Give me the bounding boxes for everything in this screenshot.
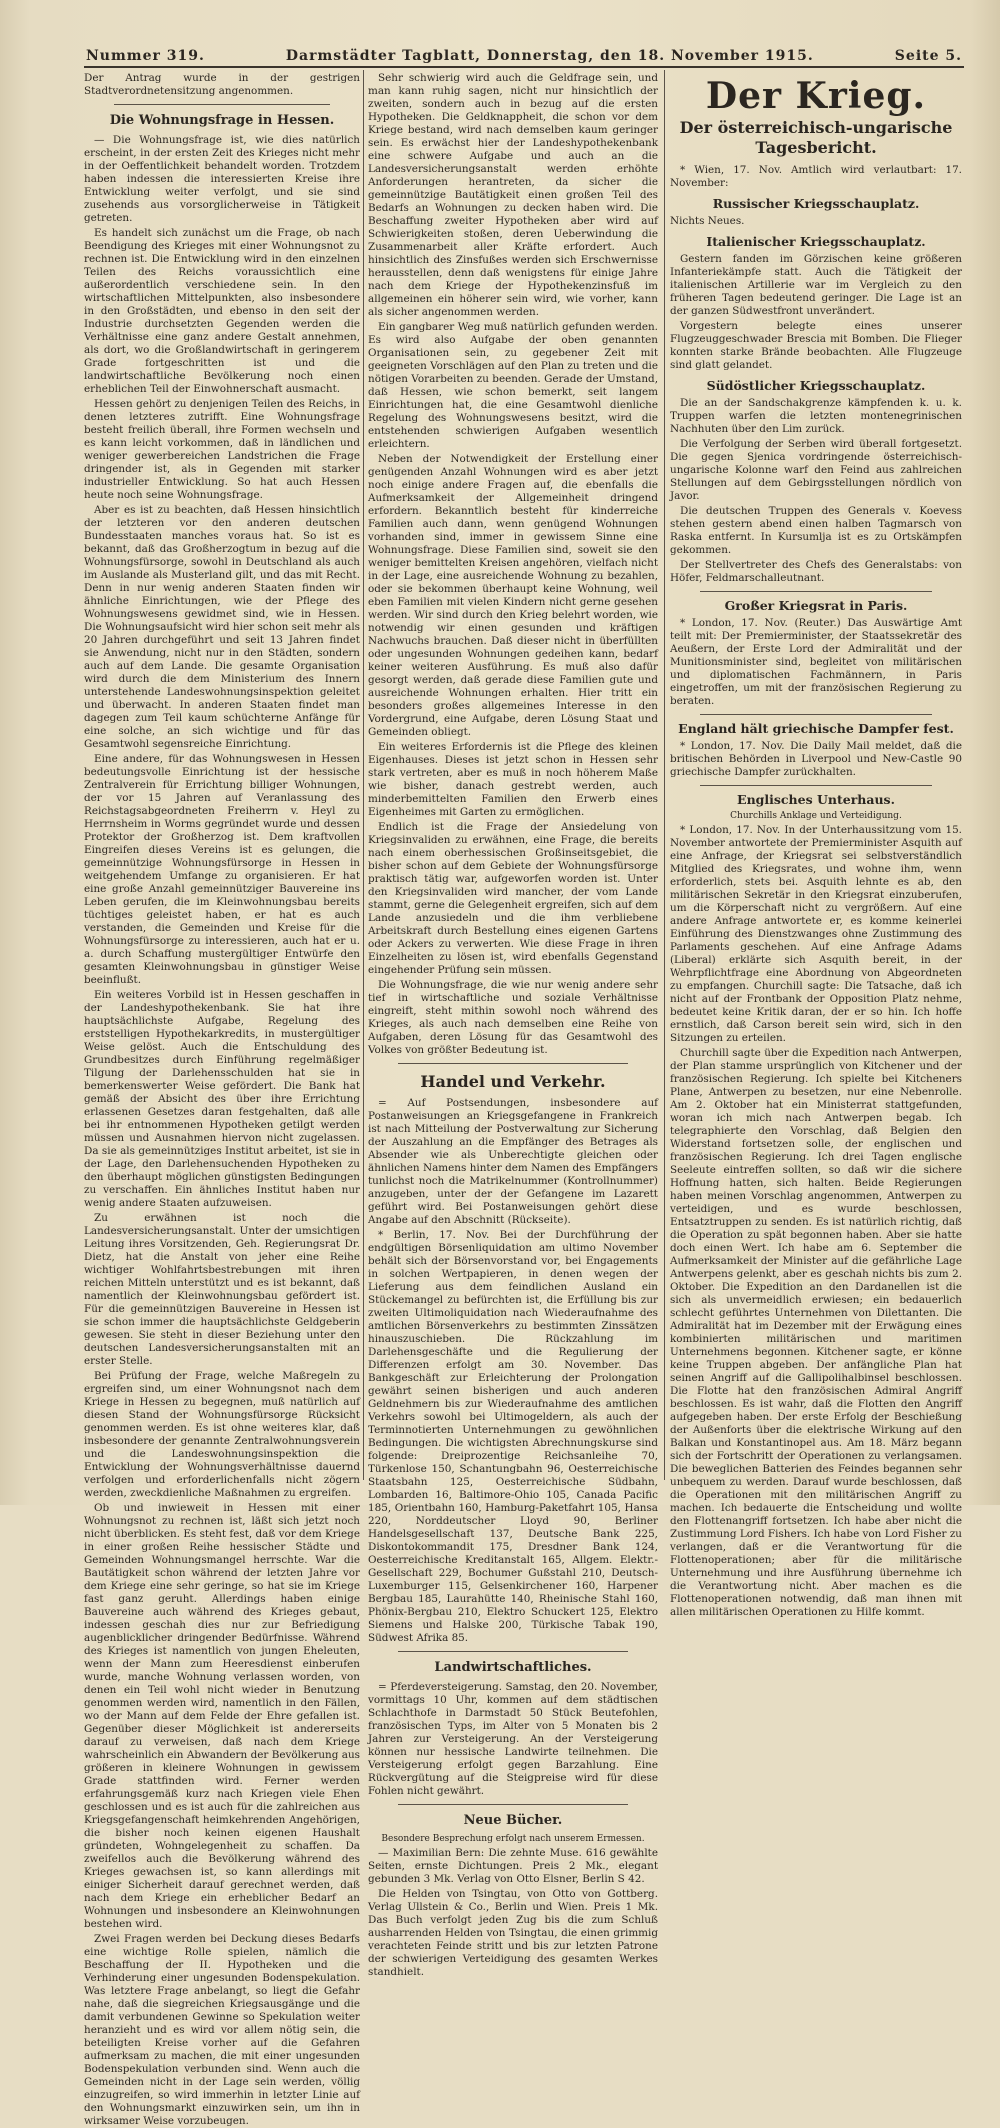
paragraph: Sehr schwierig wird auch die Geldfrage sein, und man kann ruhig sagen, nicht nur hinsichtlich der zweiten, sondern auch in bezug auf die ersten Hypotheken. Die Geldknappheit, die schon vor dem Kriege bestand, wird nach demselben kaum geringer sein. Es erwächst hier der Landeshypothekenbank eine schwere Aufgabe und auch an die Landesversicherungsanstalt werden erhöhte Anforderungen herantreten, da sicher die gemeinnützige Bautätigkeit einen großen Teil des Bedarfs an Wohnungen zu decken haben wird. Die Beschaffung zweiter Hypotheken aber wird auf Schwierigkeiten stoßen, deren Ueberwindung die Zusammenarbeit aller Kräfte erfordert. Auch hinsichtlich des Zinsfußes werden sich Erschwernisse herausstellen, denn daß wenigstens für einige Jahre nach dem Kriege der Hypothekenzinsfuß im allgemeinen ein höherer sein wird, wie vorher, kann als sicher angenommen werden. [368,72,658,318]
divider [700,785,932,786]
heading-unterhaus: Englisches Unterhaus. [737,792,895,807]
war-title: Der Krieg. [705,75,927,117]
paragraph: = Auf Postsendungen, insbesondere auf Postanweisungen an Kriegsgefangene in Frankreich ist nach Mitteilung der Postverwaltung zur Sicherung der Auszahlung an die Empfänger des Betrages als Absender wie als Unberechtigte gleichen oder ähnlichen Namens hinter dem Namen des Empfängers tunlichst noch die Matrikelnummer (Kontrollnummer) anzugeben, unter der der Gefangene im Lazarett geführt wird. Bei Postanweisungen gehört diese Angabe auf den Abschnitt (Rückseite). [368,1097,658,1226]
paragraph: Die Verfolgung der Serben wird überall fortgesetzt. Die gegen Sjenica vordringende österreichisch-ungarische Kolonne warf den Feind aus zahlreichen Stellungen auf dem Gebirgsstellungen nördlich von Javor. [670,438,962,502]
war-subtitle: Der österreichisch-ungarische Tagesbericht. [679,118,953,157]
paragraph: Endlich ist die Frage der Ansiedelung von Kriegsinvaliden zu erwähnen, eine Frage, die bereits nach einem oberhessischen Großinseitsgebiet, die bisher schon auf dem Gebiete der Wohnungsfürsorge praktisch tätig war, aufgeworfen worden ist. Unter den Kriegsinvaliden wird mancher, der vom Lande stammt, gerne die Gelegenheit ergreifen, sich auf dem Lande anzusiedeln und die ihm verbliebene Arbeitskraft durch Bestellung eines eigenen Gartens oder Ackers zu verwerten. Wie diese Frage in ihren Einzelheiten zu lösen ist, wird ebenfalls Gegenstand eingehender Prüfung sein müssen. [368,821,658,976]
paragraph: Die deutschen Truppen des Generals v. Koevess stehen gestern abend einen halben Tagmarsch von Raska entfernt. In Kursumlja ist es zu Ortskämpfen gekommen. [670,505,962,556]
paragraph: Nichts Neues. [670,215,745,227]
heading-england: England hält griechische Dampfer fest. [678,721,954,736]
section-heading-buecher: Neue Bücher. [463,1813,563,1828]
heading-russian-front: Russischer Kriegsschauplatz. [712,196,920,211]
divider [700,591,932,592]
paragraph: Vorgestern belegte eines unserer Flugzeuggeschwader Brescia mit Bomben. Die Flieger konnten starke Brände beobachten. Alle Flugzeuge sind glatt gelandet. [670,320,962,371]
paragraph: Aber es ist zu beachten, daß Hessen hinsichtlich der letzteren vor den anderen deutschen Bundesstaaten manches voraus hat. So ist es bekannt, daß das Großherzogtum in bezug auf die Wohnungsfürsorge, sowohl in Deutschland als auch im Auslande als Musterland gilt, und das mit Recht. Denn in nur wenig anderen Staaten finden wir ähnliche Einrichtungen, wie der Pflege des Wohnungswesens gewidmet sind, wie in Hessen. Die Wohnungsaufsicht wird hier schon seit mehr als 20 Jahren durchgeführt und seit 13 Jahren findet sie Anwendung, nicht nur in den Städten, sondern auch auf dem Lande. Die gesamte Organisation wird durch die dem Ministerium des Innern unterstehende Landeswohnungsinspektion geleitet und überwacht. In anderen Staaten findet man dagegen zum Teil kaum schüchterne Anfänge für eine solche, an sich wichtige und für das Gesamtwohl segensreiche Einrichtung. [84,504,360,750]
divider [398,1804,628,1805]
paragraph: = Pferdeversteigerung. Samstag, den 20. November, vormittags 10 Uhr, kommen auf dem städtischen Schlachthofe in Darmstadt 50 Stück Beutefohlen, französischen Typs, im Alter von 5 Monaten bis 2 Jahren zur Versteigerung. An der Versteigerung können nur hessische Landwirte teilnehmen. Die Versteigerung erfolgt gegen Barzahlung. Eine Rückvergütung auf die Steigpreise wird für diese Fohlen nicht gewährt. [368,1681,658,1797]
masthead [86,42,962,64]
section-heading-handel: Handel und Verkehr. [420,1072,606,1091]
paragraph: * London, 17. Nov. In der Unterhaussitzung vom 15. November antwortete der Premierminister Asquith auf eine Anfrage, der Kriegsrat sei selbstverständlich Mitglied des Kriegsrates, und wohne ihm, wenn erforderlich, stets bei. Asquith lehnte es ab, den militärischen Sekretär in den Kriegsrat einzuberufen, um die Körperschaft nicht zu vergrößern. Auf eine andere Anfrage antwortete er, es komme keinerlei Einführung des Dienstzwanges ohne Zustimmung des Parlaments geschehen. Auf eine Anfrage Adams (Liberal) erklärte sich Asquith bereit, in der Wehrpflichtfrage eine Abordnung von Abgeordneten zu empfangen. Churchill sagte: Die Tatsache, daß ich nicht auf der Frontbank der Opposition Platz nehme, bedeutet keine Kritik daran, der er so hin. Ich hoffe ernstlich, daß Carson bereit sein wird, sich in den Sitzungen zu erteilen. [670,824,962,1044]
paragraph: Die Helden von Tsingtau, von Otto von Gottberg. Verlag Ullstein & Co., Berlin und Wien. Preis 1 Mk. Das Buch verfolgt jeden Zug bis die zum Schluß ausharrenden Helden von Tsingtau, die einen grimmig verachteten Feinde stritt und bis zur letzten Patrone der schwierigen Verteidigung des gesamten Werkes standhielt. [368,1888,658,1978]
paragraph: Zu erwähnen ist noch die Landesversicherungsanstalt. Unter der umsichtigen Leitung ihres Vorsitzenden, Geh. Regierungsrat Dr. Dietz, hat die Anstalt von jeher eine Reihe wichtiger Wohlfahrtsbestrebungen mit ihren reichen Mitteln unterstützt und es ist bekannt, daß namentlich der Kleinwohnungsbau gefördert ist. Für die gemeinnützigen Bauvereine in Hessen ist sie schon immer die hauptsächlichste Geldgeberin gewesen. Sie steht in dieser Beziehung unter den deutschen Landesversicherungsanstalten mit an erster Stelle. [84,1212,360,1367]
paragraph: Zwei Fragen werden bei Deckung dieses Bedarfs eine wichtige Rolle spielen, nämlich die Beschaffung der II. Hypotheken und die Verhinderung einer ungesunden Bodenspekulation. Was letztere Frage anbelangt, so liegt die Gefahr nahe, daß die siegreichen Kriegsausgänge und die damit verbundenen Gewinne so Spekulation weiter heranzieht und es wird vor allem nötig sein, die beteiligten Kreise vorher auf die Gefahren aufmerksam zu machen, die mit einer ungesunden Bodenspekulation verbunden sind. Wenn auch die Gemeinden nicht in der Lage sein werden, völlig einzugreifen, so wird immerhin in letzter Linie auf den Wohnungsmarkt einzuwirken sein, um ihn in wirksamer Weise vorzubeugen. [84,1933,360,2127]
signature: Der Stellvertreter des Chefs des Generalstabs: von Höfer, Feldmarschalleutnant. [670,559,962,584]
heading-paris: Großer Kriegsrat in Paris. [724,598,908,613]
column-3 [670,72,962,1618]
paragraph: — Maximilian Bern: Die zehnte Muse. 616 gewählte Seiten, ernste Dichtungen. Preis 2 Mk., elegant gebunden 3 Mk. Verlag von Otto Elsner, Berlin S 42. [368,1847,658,1885]
paragraph: Neben der Notwendigkeit der Erstellung einer genügenden Anzahl Wohnungen wird es aber jetzt noch einige andere Fragen auf, die ebenfalls die Aufmerksamkeit der Allgemeinheit dringend erfordern. Bekanntlich besteht für kinderreiche Familien auch dann, wenn genügend Wohnungen vorhanden sind, immer in gewissem Sinne eine Wohnungsfrage. Diese Familien sind, soweit sie den weniger bemittelten Kreisen angehören, vielfach nicht in der Lage, eine ausreichende Wohnung zu bezahlen, oder sie bekommen überhaupt keine Wohnung, weil eben Familien mit vielen Kindern nicht gerne gesehen werden. Wir sind durch den Krieg belehrt worden, wie notwendig wir einen gesunden und kräftigen Nachwuchs brauchen. Daß dieser nicht in überfüllten oder ungesunden Wohnungen gedeihen kann, bedarf keiner weiteren Ausführung. Es muß also dafür gesorgt werden, daß gerade diese Familien gute und ausreichende Wohnungen erhalten. Hier tritt ein besonders großes allgemeines Interesse in den Vordergrund, eine Aufgabe, deren Lösung Staat und Gemeinden obliegt. [368,453,658,738]
column-2 [368,72,658,1978]
column-divider [363,70,364,1480]
divider [398,1063,628,1064]
paragraph: Die an der Sandschakgrenze kämpfenden k. u. k. Truppen warfen die letzten montenegrinischen Nachhuten über den Lim zurück. [670,397,962,435]
paragraph: Bei Prüfung der Frage, welche Maßregeln zu ergreifen sind, um einer Wohnungsnot nach dem Kriege in Hessen zu begegnen, muß natürlich auf diesen Stand der Wohnungsfürsorge Rücksicht genommen werden. Es ist ohne weiteres klar, daß insbesondere der genannte Zentralwohnungsverein und die Landeswohnungsinspektion die Entwicklung der Wohnungsverhältnisse dauernd verfolgen und erforderlichenfalls nicht zögern werden, zweckdienliche Maßnahmen zu ergreifen. [84,1370,360,1499]
divider [114,104,330,105]
divider [700,714,932,715]
column-divider [664,70,665,1480]
paper-title-date: Darmstädter Tagblatt, Donnerstag, den 18. November 1915. [285,48,814,64]
heading-southeast-front: Südöstlicher Kriegsschauplatz. [706,378,926,393]
paragraph: * London, 17. Nov. Die Daily Mail meldet, daß die britischen Behörden in Liverpool und New-Castle 90 griechische Dampfer zurückhalten. [670,740,962,778]
unterhaus-subheading: Churchills Anklage und Verteidigung. [730,811,902,821]
divider [398,1651,628,1652]
heading-italian-front: Italienischer Kriegsschauplatz. [706,234,926,249]
paragraph: Gestern fanden im Görzischen keine größeren Infanteriekämpfe statt. Auch die Tätigkeit der italienischen Artillerie war im Vergleich zu den früheren Tagen bedeutend geringer. Die Lage ist an der ganzen Südwestfront unverändert. [670,253,962,317]
paragraph: * London, 17. Nov. (Reuter.) Das Auswärtige Amt teilt mit: Der Premierminister, der Staatssekretär des Aeußern, der Erste Lord der Admiralität und der Munitionsminister sind, begleitet von militärischen und diplomatischen Fachmännern, in Paris eingetroffen, um mit der französischen Regierung zu beraten. [670,617,962,707]
paragraph: Ob und inwieweit in Hessen mit einer Wohnungsnot zu rechnen ist, läßt sich jetzt noch nicht überblicken. Es steht fest, daß vor dem Kriege in einer großen Reihe hessischer Städte und Gemeinden Wohnungsmangel herrschte. War die Bautätigkeit schon während der letzten Jahre vor dem Kriege eine sehr geringe, so hat sie im Kriege fast ganz geruht. Allerdings haben einige Bauvereine auch während des Krieges gebaut, indessen geschah dies nur zur Befriedigung augenblicklicher dringender Bedürfnisse. Während des Krieges ist namentlich von jungen Eheleuten, wenn der Mann zum Heeresdienst einberufen wurde, manche Wohnung verlassen worden, von denen ein Teil wohl nicht wieder in Benutzung genommen werden wird, namentlich in den Fällen, wo der Mann auf dem Felde der Ehre gefallen ist. Gegenüber dieser Möglichkeit ist andererseits darauf zu verweisen, daß nach dem Kriege wahrscheinlich ein Abwandern der Bevölkerung aus größeren in kleinere Wohnungen in gewissem Grade stattfinden wird. Ferner werden erfahrungsgemäß kurz nach Kriegen viele Ehen geschlossen und es ist auch für die zahlreichen aus Kriegsgefangenschaft heimkehrenden Angehörigen, die bisher noch keinen eigenen Haushalt gründeten, Wohngelegenheit zu schaffen. Da zweifellos auch die Bevölkerung während des Krieges gewachsen ist, so kann allerdings mit einiger Sicherheit darauf gerechnet werden, daß nach dem Kriege ein erheblicher Bedarf an Wohnungen und insbesondere an Kleinwohnungen bestehen wird. [84,1502,360,1930]
article-heading-wohnungsfrage: Die Wohnungsfrage in Hessen. [109,113,335,128]
paragraph: Churchill sagte über die Expedition nach Antwerpen, der Plan stamme ursprünglich von Kitchener und der französischen Regierung. Ich spielte bei Kitcheners Plane, Antwerpen zu besetzen, nur eine Nebenrolle. Am 2. Oktober hat ein Ministerrat stattgefunden, woran ich mich nach Antwerpen begab. Ich telegraphierte den Vorschlag, daß Belgien den Widerstand fortsetzen solle, der englischen und französischen Regierung. Ich drei Tagen englische Seeleute eintreffen sollten, so daß wir die sichere Hoffnung hatten, sich halten. Beide Regierungen haben meinen Vorschlag angenommen, Antwerpen zu verteidigen, und es wurde beschlossen, Entsatztruppen zu senden. Es ist natürlich richtig, daß die Operation zu spät begonnen haben. Aber sie hatte doch einen Wert. Ich habe am 6. September die Aufmerksamkeit der Minister auf die gefährliche Lage Antwerpens gelenkt, aber es geschah nichts bis zum 2. Oktober. Die Expedition an den Dardanellen ist die sich als unvermeidlich erwiesen; ein bedauerlich schlecht geführtes Unternehmen von Dilettanten. Die Admiralität hat im Dezember mit der Erwägung eines kombinierten militärischen und maritimen Unternehmens begonnen. Kitchener sagte, er könne keine Truppen abgeben. Der anfängliche Plan hat seinen Angriff auf die Gallipolihalbinsel beschlossen. Die Flotte hat den französischen Admiral Angriff beschlossen. Es ist wahr, daß die Flotten den Angriff aufgegeben haben. Der erste Erfolg der Beschießung der Außenforts über die elektrische Wirkung auf den Balkan und Konstantinopel aus. Am 18. März begann sich der Fortschritt der Operationen zu verlangsamen. Die beweglichen Batterien des Feindes begannen sehr unbequem zu werden. Darauf wurde beschlossen, daß die Operationen mit den militärischen Angriff zu machen. Ich bedauerte die Entscheidung und wollte den Flottenangriff fortsetzen. Ich habe aber nicht die Zustimmung Lord Fishers. Ich habe von Lord Fisher zu verlangen, daß er die Verantwortung für die Flottenoperationen; aber für die militärische Unternehmung und ihre Ausführung übernehme ich die Verantwortung nicht. Aber machen es die Flottenoperationen notwendig, daß man ihnen mit allen militärischen Operationen zu Hilfe kommt. [670,1047,962,1618]
paragraph: — Die Wohnungsfrage ist, wie dies natürlich erscheint, in der ersten Zeit des Krieges nicht mehr in der Oeffentlichkeit behandelt worden. Trotzdem haben indessen die interessierten Kreise ihre Entwicklung weiter verfolgt, und sie sind zusehends aus vorsorglicherweise in Tätigkeit getreten. [84,134,360,224]
books-note: Besondere Besprechung erfolgt nach unserem Ermessen. [381,1834,645,1844]
paragraph: Ein weiteres Erfordernis ist die Pflege des kleinen Eigenhauses. Dieses ist jetzt schon in Hessen sehr stark vertreten, aber es muß in noch höherem Maße wie bisher, danach gestrebt werden, auch minderbemittelten Familien den Erwerb eines Eigenheimes mit Garten zu ermöglichen. [368,741,658,818]
page-number: Seite 5. [894,48,962,64]
column-1 [84,72,360,2127]
paragraph: Hessen gehört zu denjenigen Teilen des Reichs, in denen letzteres zutrifft. Eine Wohnungsfrage besteht freilich überall, ihre Formen wechseln und es kann leicht vorkommen, daß in ländlichen und weniger gewerbereichen Landstrichen die Frage dringender ist, als in Gegenden mit starker industrieller Entwicklung. So hat auch Hessen heute noch seine Wohnungsfrage. [84,398,360,501]
masthead-rule [84,66,964,68]
paragraph: Ein gangbarer Weg muß natürlich gefunden werden. Es wird also Aufgabe der oben genannten Organisationen sein, zu gegebener Zeit mit geeigneten Vorschlägen auf den Plan zu treten und die nötigen Vorarbeiten zu beenden. Gerade der Umstand, daß Hessen, wie schon bemerkt, seit langem Einrichtungen hat, die eine Gesamtwohl dienliche Regelung des Wohnungswesens besitzt, wird die entstehenden schwierigen Aufgaben wesentlich erleichtern. [368,321,658,450]
paragraph: Ein weiteres Vorbild ist in Hessen geschaffen in der Landeshypothekenbank. Sie hat ihre hauptsächlichste Aufgabe, Regelung des erststelligen Hypothekarkredits, in mustergültiger Weise gelöst. Auch die Entschuldung des Grundbesitzes durch Einführung regelmäßiger Tilgung der Darlehensschulden hat sie in bemerkenswerter Weise gefördert. Die Bank hat gemäß der Absicht des über ihre Errichtung erlassenen Gesetzes daran festgehalten, daß alle bei ihr entnommenen Hypotheken getilgt werden müssen und Ausnahmen hiervon nicht zugelassen. Da sie als gemeinnütziges Institut arbeitet, ist sie in der Lage, den Darlehensuchenden Hypotheken zu den überhaupt möglichen günstigsten Bedingungen zu verschaffen. Ein ähnliches Institut haben nur wenig andere Staaten aufzuweisen. [84,989,360,1209]
paragraph: Die Wohnungsfrage, die wie nur wenig andere sehr tief in wirtschaftliche und soziale Verhältnisse eingreift, steht mithin sowohl noch während des Krieges, als auch nach demselben eine Reihe von Aufgaben, deren Lösung für das Gesamtwohl des Volkes von größter Bedeutung ist. [368,979,658,1056]
issue-number: Nummer 319. [86,48,205,64]
paragraph: * Berlin, 17. Nov. Bei der Durchführung der endgültigen Börsenliquidation am ultimo November behält sich der Börsenvorstand vor, bei Engagements in solchen Wertpapieren, in denen wegen der Lieferung aus dem feindlichen Ausland ein Stückemangel zu befürchten ist, die Erfüllung bis zur zweiten Ultimoliquidation nach Wiederaufnahme des amtlichen Börsenverkehrs zu bestimmten Zinssätzen hinauszuschieben. Die Rückzahlung im Darlehensgeschäfte und die Regulierung der Differenzen erfolgt am 30. November. Das Bankgeschäft zur Erleichterung der Prolongation gewährt seinen bisherigen und auch anderen Geldnehmern bis zur Wiederaufnahme des amtlichen Verkehrs sowohl bei Ultimogeldern, als auch der Terminnotierten Unternehmungen zu gewöhnlichen Bedingungen. Die wichtigsten Abrechnungskurse sind folgende: Dreiprozentige Reichsanleihe 70, Türkenlose 150, Schantungbahn 96, Oesterreichische Staatsbahn 125, Oesterreichische Südbahn, Lombarden 16, Baltimore-Ohio 105, Canada Pacific 185, Orientbahn 160, Hamburg-Paketfahrt 105, Hansa 220, Norddeutscher Lloyd 90, Berliner Handelsgesellschaft 137, Deutsche Bank 225, Diskontokommandit 175, Dresdner Bank 124, Oesterreichische Kreditanstalt 165, Allgem. Elektr.-Gesellschaft 229, Bochumer Gußstahl 210, Deutsch-Luxemburger 115, Gelsenkirchener 160, Harpener Bergbau 185, Laurahütte 140, Rheinische Stahl 160, Phönix-Bergbau 210, Elektro Schuckert 125, Elektro Siemens und Halske 200, Türkische Tabak 190, Südwest Afrika 85. [368,1229,658,1644]
section-heading-landwirtschaft: Landwirtschaftliches. [434,1660,592,1675]
intro-text: Der Antrag wurde in der gestrigen Stadtverordnetensitzung angenommen. [84,72,360,97]
paragraph: * Wien, 17. Nov. Amtlich wird verlautbart: 17. November: [670,164,962,189]
paragraph: Eine andere, für das Wohnungswesen in Hessen bedeutungsvolle Einrichtung ist der hessische Zentralverein für Errichtung billiger Wohnungen, der vor 15 Jahren auf Veranlassung des Reichstagsabgeordneten Freiherrn v. Heyl zu Herrnsheim in Worms gegründet wurde und dessen Protektor der Großherzog ist. Dem kraftvollen Eingreifen dieses Vereins ist es gelungen, die gemeinnützige Wohnungsfürsorge in Hessen in weitgehendem Umfange zu organisieren. Er hat eine große Anzahl gemeinnütziger Bauvereine ins Leben gerufen, die im Kleinwohnungsbau bereits tüchtiges geleistet haben, er hat es auch verstanden, die Gemeinden und Kreise für die Wohnungsfürsorge zu interessieren, auch hat er u. a. durch Schaffung mustergültiger Entwürfe den gesamten Kleinwohnungsbau in günstiger Weise beeinflußt. [84,753,360,986]
paragraph: Es handelt sich zunächst um die Frage, ob nach Beendigung des Krieges mit einer Wohnungsnot zu rechnen ist. Die Entwicklung wird in den einzelnen Teilen des Reichs voraussichtlich eine außerordentlich verschiedene sein. In den wirtschaftlichen Mittelpunkten, also insbesondere in den Großstädten, und ebenso in den seit der Industrie durchsetzten Gegenden werden die Verhältnisse eine ganz andere Gestalt annehmen, als dort, wo die Großlandwirtschaft in geringerem Grade fortgeschritten ist und die landwirtschaftliche Bevölkerung noch einen erheblichen Teil der Einwohnerschaft ausmacht. [84,227,360,395]
